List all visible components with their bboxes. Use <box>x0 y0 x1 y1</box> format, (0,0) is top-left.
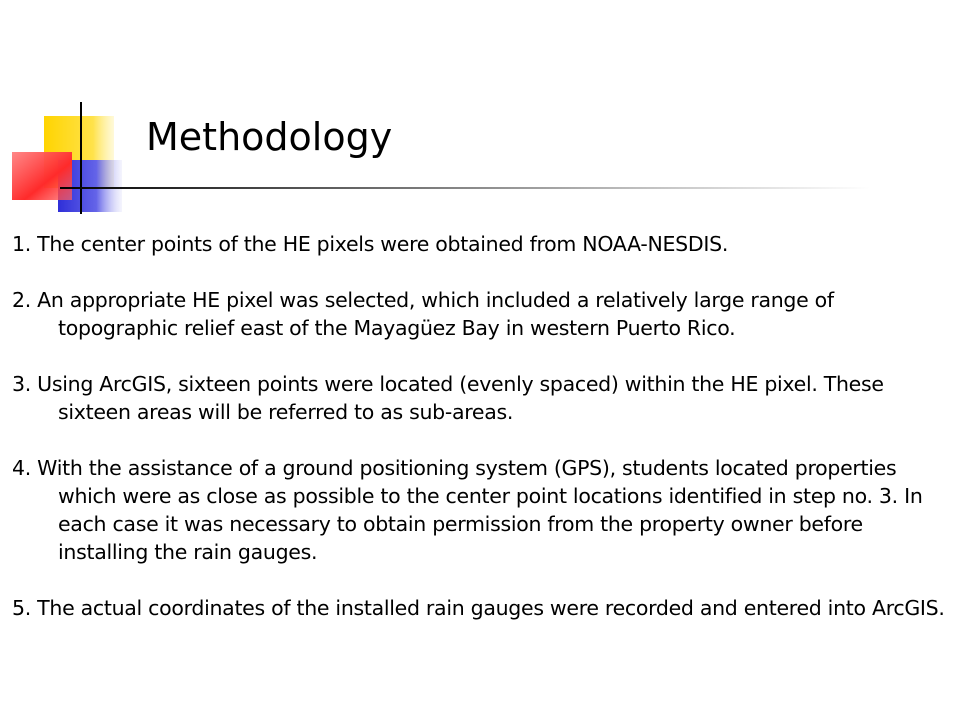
title-decoration <box>0 0 140 230</box>
slide-title: Methodology <box>146 115 393 159</box>
red-square <box>12 152 72 200</box>
list-item-2: 2. An appropriate HE pixel was selected, which included a relatively large range of topographic relief east of the Mayagüez Bay in western Puerto Rico. <box>12 288 834 340</box>
title-underline <box>60 187 870 189</box>
list-item-4: 4. With the assistance of a ground positioning system (GPS), students located properties which were as close as possible to the center point locations identified in step no. 3. In each case it was necessary to obtain permission from the property owner before installing the rain gauges. <box>12 456 923 564</box>
list-item-3: 3. Using ArcGIS, sixteen points were located (evenly spaced) within the HE pixel. These sixteen areas will be referred to as sub-areas. <box>12 372 884 424</box>
list-item-1: 1. The center points of the HE pixels were obtained from NOAA-NESDIS. <box>12 232 729 256</box>
list-item-5: 5. The actual coordinates of the installed rain gauges were recorded and entered into ArcGIS. <box>12 596 945 620</box>
methodology-list <box>12 230 952 650</box>
